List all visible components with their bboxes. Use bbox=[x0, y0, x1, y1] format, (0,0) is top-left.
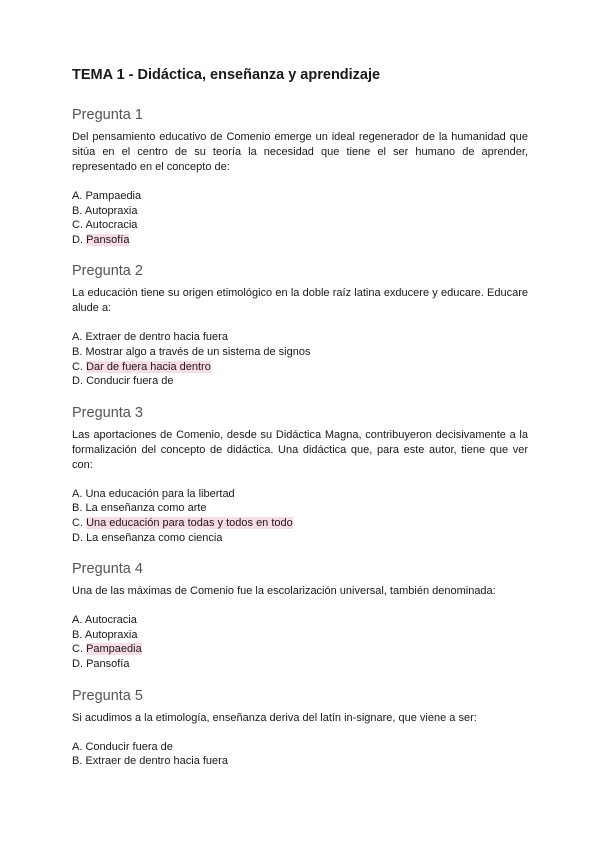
option-item bbox=[72, 345, 528, 360]
option-item bbox=[72, 374, 528, 389]
option-letter: C. bbox=[72, 360, 83, 373]
options-list bbox=[72, 330, 528, 388]
question-block bbox=[72, 106, 528, 247]
option-item bbox=[72, 501, 528, 516]
option-text: Autocracia bbox=[85, 219, 138, 232]
option-text: Extraer de dentro hacia fuera bbox=[85, 331, 228, 344]
option-letter: A. bbox=[72, 487, 83, 500]
option-text-correct: Pampaedia bbox=[86, 643, 142, 656]
question-heading: Pregunta 5 bbox=[72, 687, 143, 704]
option-item bbox=[72, 754, 528, 769]
option-letter: B. bbox=[72, 204, 83, 217]
option-letter: C. bbox=[72, 643, 83, 656]
option-text: Pansofía bbox=[86, 657, 130, 670]
option-item bbox=[72, 740, 528, 755]
option-letter: D. bbox=[72, 375, 83, 388]
option-letter: B. bbox=[72, 755, 83, 768]
question-heading: Pregunta 1 bbox=[72, 107, 143, 123]
option-text: Pampaedia bbox=[85, 190, 142, 202]
option-item bbox=[72, 233, 528, 248]
option-item bbox=[72, 531, 528, 546]
option-text: Mostrar algo a través de un sistema de signos bbox=[85, 345, 311, 358]
option-item bbox=[72, 487, 528, 502]
option-text: La enseñanza como ciencia bbox=[86, 531, 223, 544]
question-block bbox=[72, 560, 528, 671]
option-letter: D. bbox=[72, 657, 83, 670]
option-item bbox=[72, 218, 528, 233]
option-letter: A. bbox=[72, 331, 83, 344]
document-page bbox=[72, 66, 528, 784]
option-letter: A. bbox=[72, 614, 83, 627]
option-letter: B. bbox=[72, 628, 83, 641]
option-text: La enseñanza como arte bbox=[85, 502, 207, 515]
options-list bbox=[72, 613, 528, 671]
question-heading: Pregunta 3 bbox=[72, 404, 143, 421]
option-letter: A. bbox=[72, 190, 83, 202]
question-text: Si acudimos a la etimología, enseñanza deriva del latín in-signare, que viene a ser: bbox=[72, 711, 477, 724]
option-text-correct: Dar de fuera hacia dentro bbox=[86, 360, 211, 373]
option-text: Conducir fuera de bbox=[86, 375, 174, 388]
options-list bbox=[72, 487, 528, 545]
option-item bbox=[72, 642, 528, 657]
options-list bbox=[72, 189, 528, 247]
option-text-correct: Una educación para todas y todos en todo bbox=[86, 516, 293, 529]
option-item bbox=[72, 628, 528, 643]
question-heading: Pregunta 4 bbox=[72, 561, 143, 578]
question-text: Una de las máximas de Comenio fue la escolarización universal, también denominada: bbox=[72, 585, 496, 598]
option-item bbox=[72, 360, 528, 375]
option-item bbox=[72, 204, 528, 219]
option-item bbox=[72, 189, 528, 204]
document-title: TEMA 1 - Didáctica, enseñanza y aprendizaje bbox=[72, 67, 381, 83]
option-item bbox=[72, 330, 528, 345]
question-text: Del pensamiento educativo de Comenio emerge un ideal regenerador de la humanidad que sitúa en el centro de su teoría la necesidad que tiene el ser humano de aprender, representado en el concepto de: bbox=[72, 131, 528, 173]
question-text: La educación tiene su origen etimológico en la doble raíz latina exducere y educare. Educare alude a: bbox=[72, 287, 528, 315]
question-block bbox=[72, 687, 528, 769]
option-text: Conducir fuera de bbox=[85, 740, 173, 753]
option-text: Extraer de dentro hacia fuera bbox=[85, 755, 228, 768]
option-item bbox=[72, 657, 528, 672]
option-letter: B. bbox=[72, 502, 83, 515]
option-letter: C. bbox=[72, 516, 83, 529]
option-letter: D. bbox=[72, 531, 83, 544]
option-text: Autopraxia bbox=[84, 628, 138, 641]
option-text: Una educación para la libertad bbox=[85, 487, 235, 500]
option-item bbox=[72, 613, 528, 628]
question-block bbox=[72, 262, 528, 388]
option-text: Autopraxia bbox=[84, 204, 138, 217]
option-letter: C. bbox=[72, 219, 83, 232]
options-list bbox=[72, 740, 528, 769]
question-heading: Pregunta 2 bbox=[72, 263, 143, 280]
option-letter: D. bbox=[72, 233, 83, 246]
option-item bbox=[72, 516, 528, 531]
question-text: Las aportaciones de Comenio, desde su Didáctica Magna, contribuyeron decisivamente a la formalización del concepto de didáctica. Una didáctica que, para este autor, tiene que ver con: bbox=[72, 428, 528, 471]
option-text-correct: Pansofía bbox=[86, 233, 130, 246]
option-letter: A. bbox=[72, 740, 83, 753]
question-block bbox=[72, 404, 528, 545]
option-text: Autocracia bbox=[84, 614, 137, 627]
option-letter: B. bbox=[72, 345, 83, 358]
question-list bbox=[72, 106, 528, 769]
